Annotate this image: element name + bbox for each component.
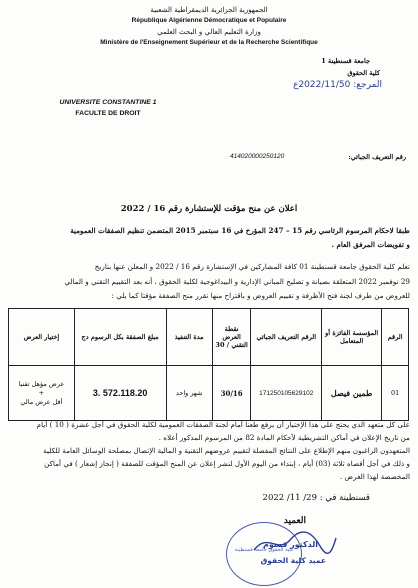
award-table bbox=[8, 308, 409, 421]
col-company-header: المؤسسة الفائزة أو المتعامل bbox=[322, 309, 382, 366]
choice-line-1: عرض مؤهل تقنيا bbox=[18, 379, 65, 388]
col-tax-id-header: الرقم التعريف الجبائي bbox=[251, 309, 322, 366]
appeal-line-4: و ذلك في أجل أقصاه ثلاثة (03) أيام ، إبتداء من اليوم الأول لنشر إعلان عن المنح المؤقت للصفقة ( إنجاز إشعار ) في أماكن bbox=[44, 459, 410, 468]
id-label: رقم التعريف الجبائي: bbox=[348, 153, 406, 161]
notice-line-1: تعلم كلية الحقوق جامعة قسنطينة 01 كافة المشاركين في الإستشارة رقم 16 / 2022 و المعلن عنها بتاريخ bbox=[94, 262, 410, 271]
cell-amount: 3. 572.118.20 bbox=[74, 366, 166, 421]
intro-line-2: و تفويضات المرفق العام . bbox=[331, 240, 410, 249]
table-row bbox=[9, 366, 409, 421]
col-choice-header: إختيار العرض bbox=[9, 309, 75, 366]
cell-company: طمين فيصل bbox=[322, 366, 382, 421]
university-fr: UNIVERSITE CONSTANTINE 1 bbox=[59, 99, 157, 106]
id-number: 414020000250120 bbox=[230, 153, 285, 160]
faculty-ar: كلية الحقوق bbox=[347, 69, 380, 77]
col-amount-header: مبلغ الصفقة بكل الرسوم دج bbox=[74, 309, 166, 366]
ministry-fr: Ministère de l'Enseignement Supérieur et de la Recherche Scientifique bbox=[100, 39, 318, 46]
ministry-ar: وزارة التعليم العالي و البحث العلمي bbox=[157, 28, 261, 36]
cell-choice bbox=[9, 366, 75, 421]
appeal-line-5: المخصصة لهذا الغرض . bbox=[339, 472, 410, 481]
col-score-header: نقطة العرض التقني / 30 bbox=[212, 309, 251, 366]
stamp-text: كلية الحقوق جامعة قسنطينة bbox=[234, 547, 294, 553]
university-ar: جامعة قسنطينة 1 bbox=[321, 57, 370, 65]
cell-score: 30/16 bbox=[212, 366, 251, 421]
appeal-line-2: من تاريخ الإعلان في أماكن التشريطية لأحكام المادة 82 من المرسوم المذكور أعلاه . bbox=[158, 433, 410, 442]
choice-line-2: + bbox=[38, 388, 45, 397]
table-header-row bbox=[9, 309, 409, 366]
col-duration-header: مدة التنفيذ bbox=[166, 309, 212, 366]
cell-duration: شهر واحد bbox=[166, 366, 212, 421]
faculty-fr: FACULTE DE DROIT bbox=[75, 110, 141, 117]
dean-label: العميد bbox=[283, 516, 306, 526]
signature-title: عميد كلية الحقوق bbox=[260, 556, 326, 565]
cell-tax-id: 171250105629102 bbox=[251, 366, 322, 421]
notice-line-3: للعروض من طرف لجنة فتح الأظرفة و تقييم العروض و باقتراح منها تقرر منح الصفقة مؤقتا كما يلي : bbox=[111, 291, 410, 300]
reference-number: المرجع: 2022/11/50ع bbox=[293, 80, 382, 90]
handwritten-signature bbox=[250, 528, 340, 558]
date-line: قسنطينة في : 29/ 11/ 2022 bbox=[262, 493, 370, 503]
choice-line-3: أقل عرض مالي bbox=[20, 397, 63, 406]
cell-number: 01 bbox=[382, 366, 409, 421]
republic-fr: République Algérienne Démocratique et Populaire bbox=[131, 17, 287, 24]
notice-line-2: 29 نوفمبر 2022 المتعلقة بصيانة و تصليح المباني الإدارية و البيداغوجية لكلية الحقوق ، أنه بعد التقييم التقني و المالي bbox=[64, 277, 410, 286]
intro-line-1: طبقا لاحكام المرسوم الرئاسي رقم 15 – 247 المؤرخ في 16 سبتمبر 2015 المتضمن تنظيم الصفقات العمومية bbox=[70, 226, 410, 235]
appeal-line-3: المتعهدون الراغبون منهم الإطلاع على النتائج المفصلة لتقييم عروضهم التقنية و المالية الإتصال بمصلحة الوسائل العامة للكلية bbox=[43, 446, 410, 455]
announcement-title: اعلان عن منح مؤقت للإستشارة رقم 16 / 2022 bbox=[120, 204, 298, 214]
col-number-header: الرقم bbox=[382, 309, 409, 366]
appeal-line-1: على كل متعهد الذي يحتج على هذا الإختيار أن يرفع طعنا أمام لجنة الصفقات العمومية لكلية الحقوق في أجل عشرة ( 10 ) أيام bbox=[36, 420, 410, 429]
republic-ar: الجمهورية الجزائرية الديمقراطية الشعبية bbox=[150, 6, 268, 14]
signature-name: الدكتور قسوم bbox=[263, 540, 318, 549]
